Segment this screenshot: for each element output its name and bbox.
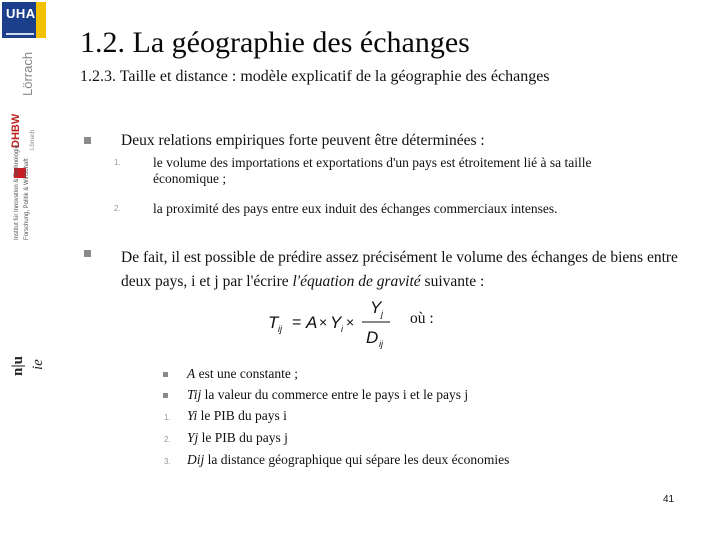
svg-text:×: × xyxy=(346,314,355,330)
sub-item-1-line1: le volume des importations et exportations d'un pays est étroitement lié à sa taille xyxy=(153,155,592,170)
bullet-square-icon xyxy=(163,393,168,398)
page-number: 41 xyxy=(663,494,675,505)
svg-text:T: T xyxy=(268,313,279,332)
dhbw-subtitle: Lörrach xyxy=(30,129,36,150)
ou-label: où : xyxy=(410,310,434,327)
sub-item-number: 1. xyxy=(114,158,121,167)
list-number: 2. xyxy=(164,435,171,444)
sub-item-1-line2: économique ; xyxy=(153,171,227,186)
definition-item: A est une constante ; xyxy=(187,366,298,381)
slide-subtitle: 1.2.3. Taille et distance : modèle explicatif de la géographie des échanges xyxy=(80,68,550,85)
list-number: 1. xyxy=(164,413,171,422)
svg-text:Y: Y xyxy=(330,313,342,332)
svg-text:D: D xyxy=(366,328,379,347)
definition-item: Yj le PIB du pays j xyxy=(187,430,288,445)
paragraph-1: Deux relations empiriques forte peuvent être déterminées : xyxy=(121,132,485,149)
list-number: 3. xyxy=(164,457,171,466)
lorrach-logo-text: Lörrach xyxy=(20,51,35,96)
definition-item: Tij la valeur du commerce entre le pays i et le pays j xyxy=(187,387,469,402)
unine-logo-suffix: ie xyxy=(30,359,46,370)
bullet-square-icon xyxy=(84,250,91,257)
sub-item-number: 2. xyxy=(114,204,121,213)
definition-item: Yi le PIB du pays i xyxy=(187,408,287,423)
svg-text:A: A xyxy=(306,313,318,332)
definition-item: Dij la distance géographique qui sépare les deux économies xyxy=(187,452,510,467)
gravity-equation-term: l'équation de gravité xyxy=(292,273,421,290)
bullet-square-icon xyxy=(163,372,168,377)
svg-text:ij: ij xyxy=(379,339,383,349)
slide-title: 1.2. La géographie des échanges xyxy=(80,26,470,59)
sidebar-logos xyxy=(0,0,52,540)
institute-text-1: Institut für Innovation & Technologie xyxy=(14,145,20,240)
svg-text:=: = xyxy=(292,314,302,331)
svg-text:ij: ij xyxy=(278,324,282,334)
svg-text:i: i xyxy=(341,324,343,334)
gravity-formula xyxy=(266,294,400,350)
bullet-square-icon xyxy=(84,137,91,144)
institute-text-2: Forschung, Politik & Wirtschaft xyxy=(24,158,30,240)
svg-text:×: × xyxy=(319,314,328,330)
unine-logo: n|u xyxy=(10,356,26,376)
uha-logo: UHA xyxy=(2,2,46,38)
sub-item-2: la proximité des pays entre eux induit des échanges commerciaux intenses. xyxy=(153,201,558,216)
dhbw-logo-text: DHBW xyxy=(10,113,22,148)
svg-text:j: j xyxy=(381,309,383,319)
paragraph-2: De fait, il est possible de prédire assez précisément le volume des échanges de biens entre deux pays, i et j par l'écrire l'équation de gravité suivante : xyxy=(121,249,678,290)
svg-text:Y: Y xyxy=(370,298,382,317)
